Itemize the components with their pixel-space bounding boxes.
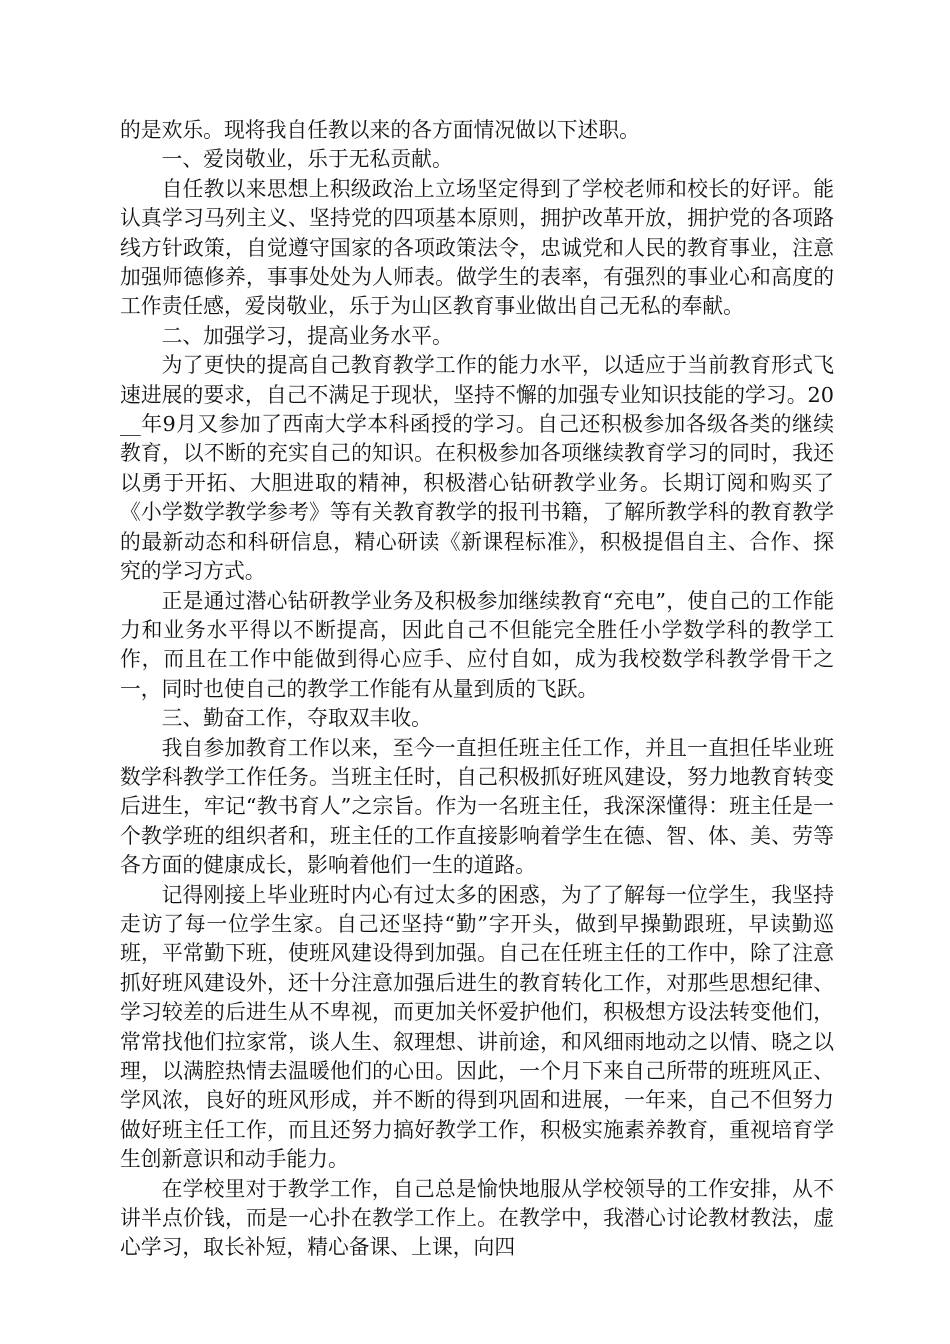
paragraph-teaching-work: 在学校里对于教学工作，自己总是愉快地服从学校领导的工作安排，从不讲半点价钱，而是一心扑在教学工作上。在教学中，我潜心讨论教材教法，虚心学习，取长补短，精心备课、上课，向四 bbox=[120, 1176, 834, 1260]
paragraph-class-teacher: 我自参加教育工作以来，至今一直担任班主任工作，并且一直担任毕业班数学科教学工作任务。当班主任时，自己积极抓好班风建设，努力地教育转变后进生，牢记“教书育人”之宗旨。作为一名班主任，我深深懂得：班主任是一个教学班的组织者和，班主任的工作直接影响着学生在德、智、体、美、劳等各方面的健康成长，影响着他们一生的道路。 bbox=[120, 735, 834, 878]
paragraph-graduating-class: 记得刚接上毕业班时内心有过太多的困惑，为了了解每一位学生，我坚持走访了每一位学生家。自己还坚持“勤”字开头，做到早操勤跟班，早读勤巡班，平常勤下班，使班风建设得到加强。自己在任班主任的工作中，除了注意抓好班风建设外，还十分注意加强后进生的教育转化工作，对那些思想纪律、学习较差的后进生从不卑视，而更加关怀爱护他们，积极想方设法转变他们，常常找他们拉家常，谈人生、叙理想、讲前途，和风细雨地动之以情、晓之以理，以满腔热情去温暖他们的心田。因此，一个月下来自己所带的班班风正、学风浓，良好的班风形成，并不断的得到巩固和进展，一年来，自己不但努力做好班主任工作，而且还努力搞好教学工作，积极实施素养教育，重视培育学生创新意识和动手能力。 bbox=[120, 882, 834, 1172]
section-heading-3: 三、勤奋工作，夺取双丰收。 bbox=[161, 706, 432, 731]
section-heading-1: 一、爱岗敬业，乐于无私贡献。 bbox=[161, 147, 453, 172]
section-heading-2: 二、加强学习，提高业务水平。 bbox=[161, 323, 453, 348]
paragraph-study: 为了更快的提高自己教育教学工作的能力水平，以适应于当前教育形式飞速进展的要求，自己不满足于现状，坚持不懈的加强专业知识技能的学习。20__年9月又参加了西南大学本科函授的学习。自己还积极参加各级各类的继续教育，以不断的充实自己的知识。在积极参加各项继续教育学习的同时，我还以勇于开拓、大胆进取的精神，积极潜心钻研教学业务。长期订阅和购买了《小学数学教学参考》等有关教育教学的报刊书籍，了解所教学科的教育教学的最新动态和科研信息，精心研读《新课程标准》，积极提倡自主、合作、探究的学习方式。 bbox=[120, 353, 834, 584]
paragraph-dedication: 自任教以来思想上积级政治上立场坚定得到了学校老师和校长的好评。能认真学习马列主义、坚持党的四项基本原则，拥护改革开放，拥护党的各项路线方针政策，自觉遵守国家的各项政策法令，忠诚党和人民的教育事业，注意加强师德修养，事事处处为人师表。做学生的表率，有强烈的事业心和高度的工作责任感，爱岗敬业，乐于为山区教育事业做出自己无私的奉献。 bbox=[120, 176, 834, 319]
paragraph-intro-tail: 的是欢乐。现将我自任教以来的各方面情况做以下述职。 bbox=[120, 118, 640, 142]
document-page bbox=[120, 116, 834, 1263]
paragraph-improvement: 正是通过潜心钻研教学业务及积极参加继续教育“充电”，使自己的工作能力和业务水平得以不断提高，因此自己不但能完全胜任小学数学科的教学工作，而且在工作中能做到得心应手、应付自如，成为我校数学科教学骨干之一，同时也使自己的教学工作能有从量到质的飞跃。 bbox=[120, 588, 834, 701]
